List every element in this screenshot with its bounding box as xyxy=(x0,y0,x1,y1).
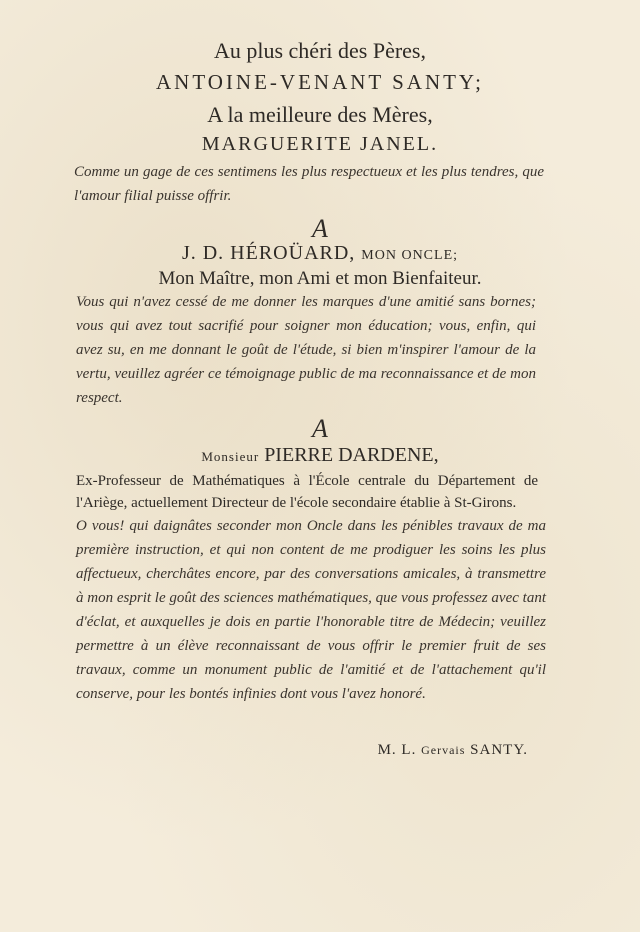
dedication-line-father-intro: Au plus chéri des Pères, xyxy=(213,38,426,63)
signature-initials: M. L. xyxy=(377,742,417,758)
dardene-description: Ex-Professeur de Mathématiques à l'École centrale du Département de l'Ariège, actuellement Directeur de l'école secondaire établie à St-Girons. xyxy=(76,473,538,511)
mother-name: MARGUERITE JANEL. xyxy=(201,133,439,155)
uncle-heading xyxy=(0,242,640,265)
dedication-line-mother-intro: A la meilleure des Mères, xyxy=(207,102,433,127)
uncle-titles: Mon Maître, mon Ami et mon Bienfaiteur. xyxy=(158,268,482,289)
signature-first-name: Gervais xyxy=(421,743,466,757)
dardene-name: PIERRE DARDENE, xyxy=(264,444,439,466)
dedication-a-dardene: A xyxy=(312,414,328,443)
dardene-heading xyxy=(0,444,640,467)
uncle-relation: MON ONCLE; xyxy=(361,248,459,263)
father-name: ANTOINE-VENANT SANTY; xyxy=(155,70,485,94)
dedication-a-uncle: A xyxy=(312,214,328,243)
dedication-text-uncle: Vous qui n'avez cessé de me donner les marques d'une amitié sans bornes; vous qui avez tout sacrifié pour soigner mon éducation; vous, enfin, qui avez su, en me donnant le goût de l'étude, si bien m'inspirer l'amour de la vertu, veuillez agréer ce témoignage public de ma reconnaissance et de mon respect. xyxy=(76,294,536,406)
signature-last-name: SANTY. xyxy=(470,742,528,758)
dedication-text-parents: Comme un gage de ces sentimens les plus respectueux et les plus tendres, que l'amour filial puisse offrir. xyxy=(74,164,544,204)
signature xyxy=(378,742,528,759)
uncle-name: J. D. HÉROÜARD, xyxy=(181,242,356,264)
dedication-text-dardene: O vous! qui daignâtes seconder mon Oncle dans les pénibles travaux de ma première instruction, et qui non content de me prodiguer les soins les plus affectueux, cherchâtes encore, par des conversations amicales, à transmettre à mon esprit le goût des sciences mathématiques, que vous professez avec tant d'éclat, et auxquelles je dois en partie l'honorable titre de Médecin; veuillez permettre à un élève reconnaissant de vous offrir le premier fruit de ses travaux, comme un monument public de l'amitié et de l'attachement qu'il conserve, pour les bontés infinies dont vous l'avez honoré. xyxy=(76,518,546,702)
monsieur-label: Monsieur xyxy=(201,449,260,464)
